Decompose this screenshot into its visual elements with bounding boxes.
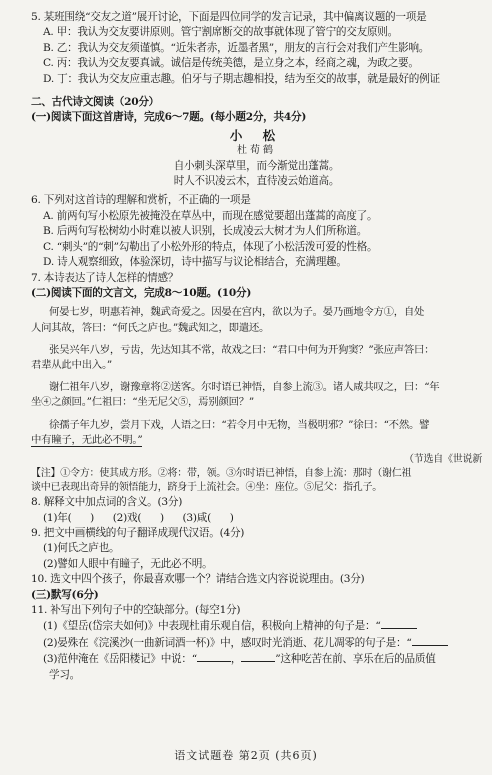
q11-item-2-text: (2)晏殊在《浣溪沙(一曲新词酒一杯)》中，感叹时光消逝、花儿凋零的句子是：“: [43, 636, 412, 649]
q9-stem: 9. 把文中画横线的句子翻译成现代汉语。(4分): [31, 526, 245, 539]
passage-p4-line1: 徐孺子年九岁，尝月下戏，人语之曰：“若令月中无物，当极明邪？”徐曰：“不然。譬: [49, 418, 430, 431]
q11-stem: 11. 补写出下列句子中的空缺部分。(每空1分): [31, 603, 241, 616]
q6-option-a: A. 前两句写小松原先被掩没在草丛中，而现在感觉要超出蓬蒿的高度了。: [43, 209, 378, 222]
poem-title: 小 松: [229, 127, 284, 143]
q11-item-3-text-b: ”这种吃苦在前、享乐在后的品质值: [275, 653, 436, 666]
answer-blank[interactable]: [241, 651, 275, 662]
q8-items: (1)年( ) (2)戏( ) (3)咸( ): [43, 511, 234, 524]
part1-instruction: (一)阅读下面这首唐诗，完成6～7题。(每小题2分，共4分): [31, 111, 307, 124]
poem-author: 杜荀鹤: [237, 145, 276, 157]
answer-blank[interactable]: [381, 618, 417, 629]
q6-option-c: C. “刺头”的“刺”勾勒出了小松外形的特点，体现了小松活泼可爱的性格。: [43, 240, 378, 253]
q5-option-a: A. 甲：我认为交友要讲原则。管宁割席断交的故事就体现了管宁的交友原则。: [43, 26, 398, 39]
classical-passage: [31, 305, 482, 467]
q11-item-3: (3)范仲淹在《岳阳楼记》中说：“ ， ”这种吃苦在前、享乐在后的品质值: [43, 653, 436, 666]
passage-p1-line1: 何晏七岁，明惠若神，魏武奇爱之。因晏在宫内，欲以为子。晏乃画地令方①，自处: [49, 306, 425, 319]
part3-instruction: (三)默写(6分): [31, 588, 99, 601]
poem-line-2: 时人不识凌云木，直待凌云始道高。: [173, 175, 340, 188]
q9-sentence-1: (1)何氏之庐也。: [43, 542, 120, 555]
part2-instruction: (二)阅读下面的文言文，完成8～10题。(10分): [31, 286, 252, 299]
passage-p3-line2: 坐④之颜回。”仁祖曰：“坐无尼父⑤，焉别颜回？”: [31, 396, 254, 409]
passage-p1-line2: [31, 321, 482, 336]
underlined-sentence: 中有瞳子，无此必不明。”: [31, 433, 143, 446]
q6-option-d: D. 诗人观察细致，体验深切，诗中描写与议论相结合，充满理趣。: [43, 256, 347, 269]
q5-option-c: C. 丙：我认为交友要真诚。诚信是传统美德，是立身之本，经商之魂，为政之要。: [43, 57, 419, 70]
notes-line-2: 谈中已表现出奇异的领悟能力，跻身于上流社会。④坐：座位。⑤尼父：指孔子。: [31, 482, 382, 494]
q11-item-2: [31, 635, 482, 651]
poem-line-1: 自小刺头深草里，而今渐觉出蓬蒿。: [173, 159, 340, 172]
passage-p1-line2-text: 人问其故，答曰：“何氏之庐也。”魏武知之，即遣还。: [31, 321, 270, 334]
q10-stem: 10. 选文中四个孩子，你最喜欢哪一个？请结合选文内容说说理由。(3分): [31, 573, 365, 586]
passage-source: （节选自《世说新: [404, 453, 482, 465]
q11-item-1-text: (1)《望岳(岱宗夫如何)》中表现杜甫乐观自信，积极向上精神的句子是：“: [43, 620, 381, 633]
q5-option-b: B. 乙：我认为交友须谨慎。“近朱者赤，近墨者黑”，朋友的言行会对我们产生影响。: [43, 41, 430, 54]
q6-option-b: B. 后两句写松树幼小时难以被人识别，长成凌云大树才为人们所称道。: [43, 225, 368, 238]
q5-stem: 5. 某班围绕“交友之道”展开讨论，下面是四位同学的发言记录，其中偏离议题的一项是: [31, 11, 427, 23]
passage-p3-line1: 谢仁祖年八岁，谢豫章将②送客。尔时语已神悟，自参上流③。诸人咸共叹之，曰：“年: [49, 381, 440, 394]
passage-p4-line2: [31, 433, 482, 448]
q5-option-d: D. 丁：我认为交友应重志趣。伯牙与子期志趣相投，结为至交的故事，就是最好的例证: [43, 72, 440, 85]
answer-blank[interactable]: [197, 651, 231, 662]
page-footer: 语文试题卷 第2页 (共6页): [174, 749, 318, 762]
q11-item-3-cont: 学习。: [49, 668, 81, 681]
section-title-ancient: 二、古代诗文阅读（20分）: [31, 96, 160, 109]
notes-line-1: 【注】①令方：使其成方形。②将：带，领。③尔时语已神悟，自参上流：那时（谢仁祖: [31, 468, 412, 480]
q6-stem: 6. 下列对这首诗的理解和赏析，不正确的一项是: [31, 194, 251, 207]
q11-item-3-text-a: (3)范仲淹在《岳阳楼记》中说：“: [43, 653, 197, 666]
answer-blank[interactable]: [412, 635, 448, 646]
q11-item-1: [31, 618, 482, 634]
q7-stem: 7. 本诗表达了诗人怎样的情感？: [31, 271, 179, 284]
passage-p2-line1: 张吴兴年八岁，亏齿，先达知其不常，故戏之曰：“君口中何为开狗窦？”张应声答曰：: [49, 343, 435, 356]
q9-sentence-2: (2)譬如人眼中有瞳子，无此必不明。: [43, 557, 213, 570]
passage-p2-line2: 君辈从此中出入。”: [31, 358, 112, 371]
q8-stem: 8. 解释文中加点词的含义。(3分): [31, 496, 183, 509]
